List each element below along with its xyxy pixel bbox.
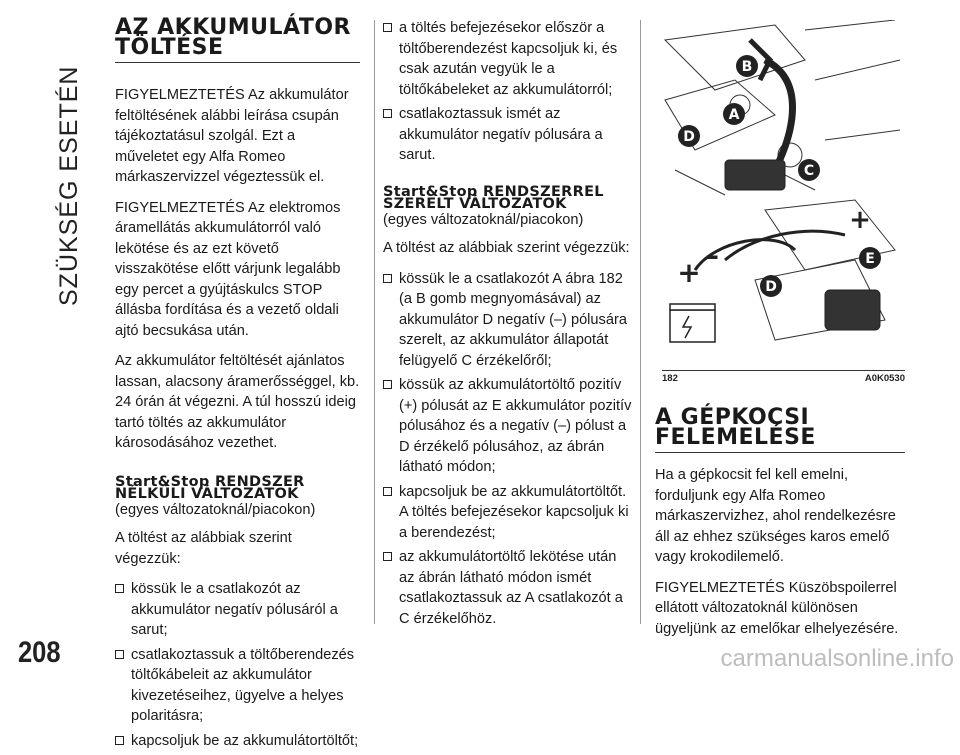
no-start-stop-heading: Start&Stop RENDSZER NÉLKÜLI VÁLTOZATOK (115, 473, 305, 502)
vehicle-lifting-heading: A GÉPKOCSI FELEMELÉSE (655, 408, 905, 453)
column-1 (115, 15, 360, 755)
checkbox-bullet-icon (383, 380, 392, 389)
label-e (859, 247, 881, 269)
label-a (723, 103, 745, 125)
figure-number: 182 (662, 373, 678, 384)
checkbox-bullet-icon (383, 274, 392, 283)
battery-plus-sign: + (849, 205, 871, 235)
checkbox-bullet-icon (383, 552, 392, 561)
start-stop-note: (egyes változatoknál/piacokon) (383, 211, 584, 228)
start-stop-heading: Start&Stop RENDSZERREL SZERELT VÁLTOZATOK (383, 183, 604, 212)
list-item: kapcsoljuk be az akkumulátortöltőt. A töltés befejezésekor kapcsoljuk ki a berendezést; (383, 482, 635, 544)
column-3 (655, 405, 905, 649)
label-d-top (678, 125, 700, 147)
side-title-text: SZÜKSÉG ESETÉN (55, 65, 83, 306)
checkbox-bullet-icon (383, 109, 392, 118)
sensor-closeup-panel (662, 20, 905, 195)
page-number: 208 (18, 636, 61, 669)
svg-text:D: D (765, 279, 777, 295)
list-item: kössük le a csatlakozót A ábra 182 (a B gomb megnyomásával) az akkumulátor D negatív (–) pólusára szerelt, az akkumulátor állapotát felügyelő C érzékelőről; (383, 269, 635, 372)
checkbox-bullet-icon (115, 736, 124, 745)
list-item: az akkumulátortöltő lekötése után az ábrán látható módon ismét csatlakoztassuk az A csatlakozót a C érzékelőhöz. (383, 547, 635, 629)
svg-text:C: C (803, 163, 815, 179)
column-2 (383, 18, 635, 633)
svg-text:A: A (728, 107, 740, 123)
checkbox-bullet-icon (115, 584, 124, 593)
list-item: a töltés befejezésekor először a töltőberendezést kapcsoljuk ki, és csak azután vegyük le a töltőkábeleket az akkumulátorról; (383, 18, 635, 100)
figure-caption (662, 370, 905, 384)
no-start-stop-note: (egyes változatoknál/piacokon) (115, 501, 316, 518)
battery-charging-heading: AZ AKKUMULÁTOR TÖLTÉSE (115, 18, 360, 63)
list-item: kössük az akkumulátortöltő pozitív (+) pólusát az E akkumulátor pozitív pólusához és a negatív (–) pólust a D érzékelő pólusához, az ábrán látható módon; (383, 375, 635, 478)
start-stop-intro: A töltést az alábbiak szerint végezzük: (383, 240, 630, 256)
lifting-paragraph: Ha a gépkocsit fel kell emelni, forduljunk egy Alfa Romeo márkaszervizhez, ahol rendelkezésre áll az ehhez szükséges karos emelő vagy krokodilemelő. (655, 467, 896, 565)
warning-paragraph-1: FIGYELMEZTETÉS Az akkumulátor feltöltésének alábbi leírása csupán tájékoztatásul szolgál. Ezt a műveletet egy Alfa Romeo márkaszervizzel végeztessük el. (115, 87, 349, 185)
charging-advice-paragraph: Az akkumulátor feltöltését ajánlatos lassan, alacsony áramerősséggel, kb. 24 órán át végezni. A túl hosszú ideig tartó töltés az akkumulátor károsodásához vezethet. (115, 353, 360, 451)
charger-box (670, 304, 715, 342)
figure-182 (655, 20, 905, 365)
svg-text:E: E (865, 251, 875, 267)
column-divider-2 (640, 20, 641, 624)
svg-text:D: D (683, 129, 695, 145)
column-divider-1 (374, 20, 375, 624)
lifting-warning-paragraph: FIGYELMEZTETÉS Küszöbspoilerrel ellátott változatoknál különösen ügyeljünk az emelőkar elhelyezésére. (655, 579, 899, 637)
battery-illustration (655, 20, 905, 365)
warning-paragraph-2: FIGYELMEZTETÉS Az elektromos áramellátás akkumulátorról való lekötése és az ezt követő visszakötése előtt várjunk legalább egy percet a gyújtáskulcs STOP állásba fordítása és a vezető oldali ajtó becsukása után. (115, 199, 341, 339)
charger-minus-sign: – (705, 239, 719, 272)
list-item: kapcsoljuk be az akkumulátortöltőt; (115, 731, 360, 752)
svg-text:B: B (741, 59, 753, 75)
figure-code: A0K0530 (864, 373, 905, 384)
label-b (736, 55, 758, 77)
checkbox-bullet-icon (383, 23, 392, 32)
watermark: carmanualsonline.info (720, 645, 954, 672)
side-section-title (52, 24, 82, 314)
charging-finish-steps (383, 18, 635, 166)
label-d-bottom (760, 275, 782, 297)
list-item: csatlakoztassuk a töltőberendezés töltőkábeleit az akkumulátor kivezetéseihez, ügyelve a helyes polaritásra; (115, 645, 360, 727)
charger-plus-sign: + (677, 256, 701, 289)
label-c (798, 159, 820, 181)
checkbox-bullet-icon (115, 650, 124, 659)
no-start-stop-intro: A töltést az alábbiak szerint végezzük: (115, 530, 292, 567)
checkbox-bullet-icon (383, 487, 392, 496)
no-start-stop-steps (115, 579, 360, 751)
list-item: csatlakoztassuk ismét az akkumulátor negatív pólusára a sarut. (383, 104, 635, 166)
list-item: kössük le a csatlakozót az akkumulátor negatív pólusáról a sarut; (115, 579, 360, 641)
start-stop-steps (383, 269, 635, 630)
